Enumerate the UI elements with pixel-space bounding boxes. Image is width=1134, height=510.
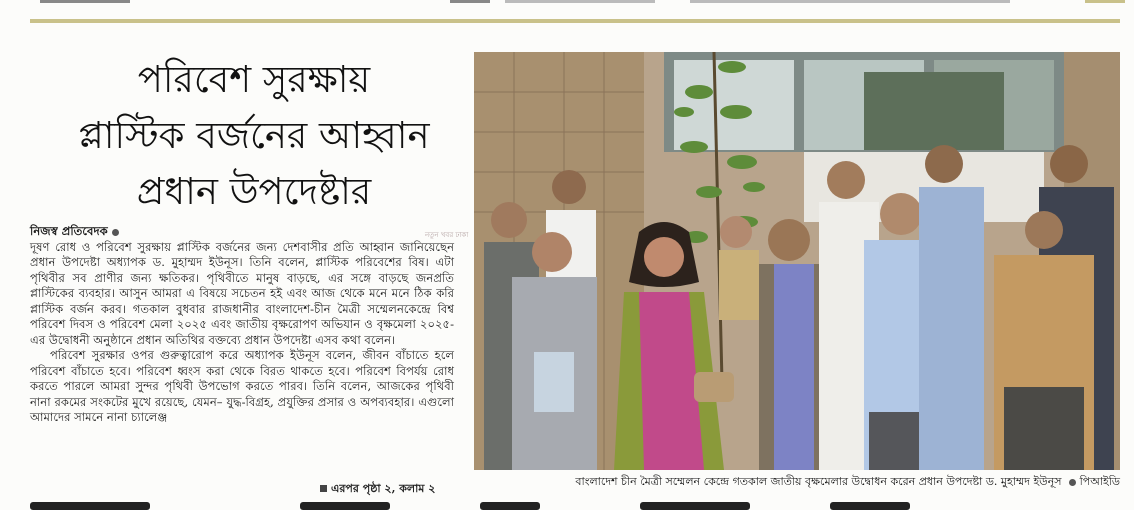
section-divider: [30, 19, 1120, 23]
photo-caption: [476, 474, 1120, 490]
headline-line-3: প্রধান উপদেষ্টার: [136, 170, 372, 213]
byline-bullet-icon: [112, 229, 119, 236]
byline: নিজস্ব প্রতিবেদক: [30, 224, 108, 238]
continued-note-text: এরপর পৃষ্ঠা ২, কলাম ২: [331, 482, 436, 495]
caption-bullet-icon: [1069, 479, 1076, 486]
news-photo: [474, 52, 1120, 470]
watermark-text: নতুন খবর ঢাকা: [425, 231, 469, 239]
article-body: [30, 224, 454, 426]
headline: [38, 52, 470, 220]
paragraph-1: দূষণ রোধ ও পরিবেশ সুরক্ষায় প্লাস্টিক বর্জনের জন্য দেশবাসীর প্রতি আহ্বান জানিয়েছেন প্রধান উপদেষ্টা অধ্যাপক ড. মুহাম্মদ ইউনূস। তিনি বলেন, প্লাস্টিক পরিবেশের বিষ। এটা পৃথিবীর সব প্রাণীর জন্য ক্ষতিকর। পৃথিবীতে মানুষ বাড়ছে, এর সঙ্গে বাড়ছে জনপ্রতি প্লাস্টিকের ব্যবহার। আসুন আমরা এ বিষয়ে সচেতন হই এবং আজ থেকে মনে মনে ঠিক করি প্লাস্টিক বর্জন করব। গতকাল বুধবার রাজধানীর বাংলাদেশ-চীন মৈত্রী সম্মেলনকেন্দ্রে বিশ্ব পরিবেশ দিবস ও পরিবেশ মেলা ২০২৫ এবং জাতীয় বৃক্ষরোপণ অভিযান ও বৃক্ষমেলা ২০২৫-এর উদ্বোধনী অনুষ্ঠানে প্রধান অতিথির বক্তব্যে প্রধান উপদেষ্টা এসব কথা বলেন।: [30, 239, 454, 347]
previous-article-strip: [0, 0, 1134, 6]
square-bullet-icon: [320, 485, 327, 492]
headline-line-2: প্লাস্টিক বর্জনের আহ্বান: [78, 114, 430, 157]
caption-text: বাংলাদেশ চীন মৈত্রী সম্মেলন কেন্দ্রে গতকাল জাতীয় বৃক্ষমেলার উদ্বোধন করেন প্রধান উপদেষ্টা ড. মুহাম্মদ ইউনূস: [575, 475, 1062, 488]
paragraph-2: পরিবেশ সুরক্ষার ওপর গুরুত্বারোপ করে অধ্যাপক ইউনূস বলেন, জীবন বাঁচাতে হলে পরিবেশ বাঁচাতে হবে। পরিবেশ ধ্বংস করা থেকে বিরত থাকতে হবে। পরিবেশ বিপর্যয় রোধ করতে পারলে আমরা সুন্দর পৃথিবী উপভোগ করতে পারব। তিনি বলেন, আজকের পৃথিবী নানা রকমের সংকটের মুখে রয়েছে, যেমন– যুদ্ধ-বিগ্রহ, প্রযুক্তির প্রসার ও অপব্যবহার। এগুলো আমাদের সামনে নানা চ্যালেঞ্জ: [30, 348, 454, 424]
photo-credit: পিআইডি: [1079, 475, 1120, 488]
next-article-headline-fragment: [0, 496, 1134, 510]
photo-illustration: [474, 52, 1120, 470]
headline-line-1: পরিবেশ সুরক্ষায়: [137, 58, 371, 101]
